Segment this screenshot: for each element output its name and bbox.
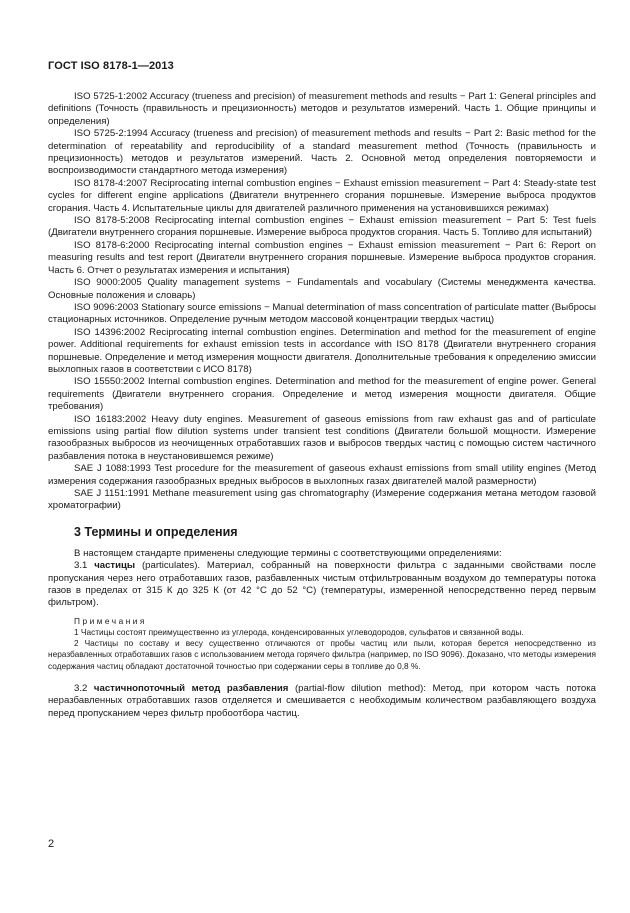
term-text: (partial-flow dilution method): Метод, при котором часть потока неразбавленных отработавших газов отделяется и смешивается с необходимым количеством разбавляющего воздуха перед пропусканием через фильтр пробоотбора частиц.	[48, 682, 596, 719]
reference-item: ISO 5725-1:2002 Accuracy (trueness and precision) of measurement methods and results − Part 1: General principles and definitions (Точность (правильность и прецизионность) методов и результатов измерений. Часть 1. Общие принципы и определения)	[48, 91, 596, 127]
reference-item: ISO 8178-6:2000 Reciprocating internal combustion engines − Exhaust emission measurement − Part 6: Report on measuring results and test report (Двигатели внутреннего сгорания поршневые. Измерение выброса продуктов сгорания. Часть 6. Отчет о результатах измерения и испытания)	[48, 239, 596, 276]
section-heading: 3 Термины и определения	[74, 524, 238, 539]
reference-item: ISO 5725-2:1994 Accuracy (trueness and precision) of measurement methods and results − Part 2: Basic method for the determination of repeatability and reproducibility of a standard measurement method (Точность (правильность и прецизионность) методов и результатов измерений. Часть 2. Основной метод определения повторяемости и воспроизводимости стандартного метода измерения)	[48, 128, 596, 177]
reference-item: ISO 14396:2002 Reciprocating internal combustion engines. Determination and method for the measurement of engine power. Additional requirements for exhaust emission tests in accordance with ISO 8178 (Двигатели внутреннего сгорания поршневые. Определение и метод измерения мощности двигателя. Дополнительные требования к определению эмиссии выхлопных газов в соответствии с ИСО 8178)	[48, 326, 596, 375]
term-text: (particulates). Материал, собранный на поверхности фильтра с заданными свойствами после пропускания через него отработавших газов, разбавленных чистым отфильтрованным воздухом до температуры потока газов в пределах от 315 К до 325 К (от 42 °С до 52 °С) (температуры, измеренной непосредственно перед первым фильтром).	[48, 560, 596, 609]
reference-item: SAE J 1151:1991 Methane measurement using gas chromatography (Измерение содержания метана методом газовой хроматографии)	[48, 488, 596, 512]
note-item: 1 Частицы состоят преимущественно из углерода, конденсированных углеводородов, сульфатов и связанной воды.	[74, 627, 524, 638]
reference-item: ISO 8178-4:2007 Reciprocating internal combustion engines − Exhaust emission measurement − Part 4: Steady-state test cycles for different engine applications (Двигатели внутреннего сгорания поршневые. Измерение выброса продуктов сгорания. Часть 4. Испытательные циклы для двигателей различного применения на установившихся режимах)	[48, 177, 596, 214]
document-body	[48, 91, 596, 720]
term-number: 3.2	[74, 682, 94, 694]
term-definition-3-2	[48, 683, 596, 720]
page-number: 2	[48, 838, 55, 850]
section-intro: В настоящем стандарте применены следующие термины с соответствующими определениями:	[74, 547, 502, 559]
term-definition-3-1	[48, 560, 596, 610]
normative-references	[48, 91, 596, 513]
term-name: частичнопоточный метод разбавления	[93, 682, 289, 694]
reference-item: ISO 16183:2002 Heavy duty engines. Measurement of gaseous emissions from raw exhaust gas and of particulate emissions using partial flow dilution systems under transient test conditions (Двигатели большой мощности. Измерение газообразных выбросов из неочищенных отработавших газов и выбросов твердых частиц с помощью систем частичного разбавления потока в неустановившемся режиме)	[48, 413, 596, 462]
term-name: частицы	[94, 560, 136, 572]
note-item: 2 Частицы по составу и весу существенно отличаются от пробы частиц или пыли, которая берется непосредственно из неразбавленных отработавших газов с использованием метода горячего фильтра (например, по ISO 9096). Доказано, что методы измерения содержания частиц обладают достаточной точностью при содержании серы в топливе до 0,8 %.	[48, 638, 596, 671]
reference-item: ISO 8178-5:2008 Reciprocating internal combustion engines − Exhaust emission measurement − Part 5: Test fuels (Двигатели внутреннего сгорания поршневые. Измерение выброса продуктов сгорания. Часть 5. Топливо для испытаний)	[48, 215, 596, 239]
reference-item: ISO 15550:2002 Internal combustion engines. Determination and method for the measurement of engine power. General requirements (Двигатели внутреннего сгорания. Определение и метод измерения мощности двигателя. Общие требования)	[48, 376, 596, 413]
reference-item: ISO 9000:2005 Quality management systems − Fundamentals and vocabulary (Системы менеджмента качества. Основные положения и словарь)	[48, 277, 596, 301]
notes-title: Примечания	[74, 615, 147, 626]
reference-item: SAE J 1088:1993 Test procedure for the measurement of gaseous exhaust emissions from small utility engines (Метод измерения содержания газообразных вредных выбросов в выхлопных газах двигателей малой размерности)	[48, 463, 596, 487]
term-number: 3.1	[74, 560, 95, 572]
document-header: ГОСТ ISO 8178-1—2013	[48, 60, 174, 72]
notes-block	[48, 616, 596, 672]
reference-item: ISO 9096:2003 Stationary source emissions − Manual determination of mass concentration of particulate matter (Выбросы стационарных источников. Определение ручным методом массовой концентрации твердых частиц)	[48, 301, 596, 326]
